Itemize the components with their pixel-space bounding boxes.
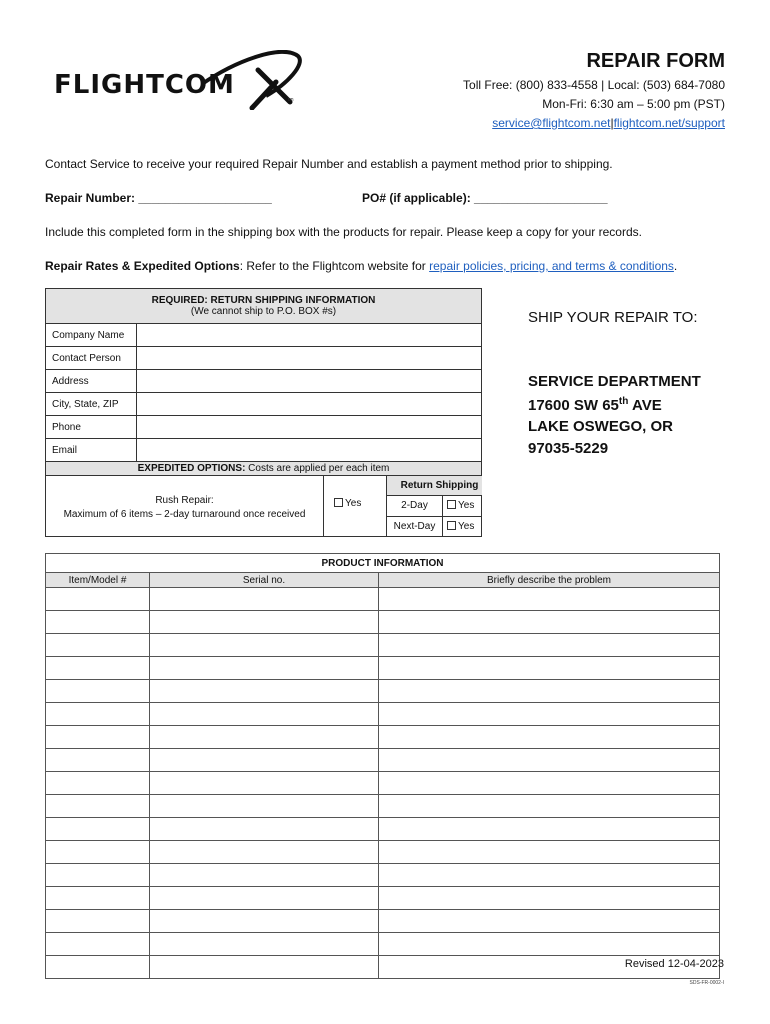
problem-description-input[interactable] (379, 795, 720, 818)
next-day-row (387, 517, 482, 537)
table-row (46, 772, 720, 795)
yes-label: Yes (458, 500, 475, 511)
street-sup: th (618, 396, 629, 407)
item-model-input[interactable] (46, 657, 150, 680)
table-row (46, 657, 720, 680)
problem-description-input[interactable] (379, 887, 720, 910)
problem-description-input[interactable] (379, 933, 720, 956)
problem-description-input[interactable] (379, 634, 720, 657)
rates-end: . (673, 259, 678, 273)
serial-no-input[interactable] (150, 910, 379, 933)
serial-no-input[interactable] (150, 634, 379, 657)
rates-text: : Refer to the Flightcom website for (239, 259, 430, 273)
serial-no-input[interactable] (150, 726, 379, 749)
phone-input[interactable] (137, 416, 482, 439)
item-model-input[interactable] (46, 864, 150, 887)
column-header: Item/Model # (46, 573, 150, 588)
repair-number-field[interactable]: Repair Number: ____________________ (45, 191, 272, 205)
table-row (46, 956, 720, 979)
table-row (46, 818, 720, 841)
table-row (46, 703, 720, 726)
field-label: Phone (46, 416, 137, 439)
expedited-options (45, 476, 482, 537)
checkbox-icon[interactable] (334, 498, 343, 507)
serial-no-input[interactable] (150, 818, 379, 841)
product-information-table (45, 553, 720, 979)
address-input[interactable] (137, 370, 482, 393)
problem-description-input[interactable] (379, 818, 720, 841)
item-model-input[interactable] (46, 588, 150, 611)
item-model-input[interactable] (46, 680, 150, 703)
field-label: Company Name (46, 324, 137, 347)
return-shipping-subtitle: (We cannot ship to P.O. BOX #s) (190, 306, 337, 317)
problem-description-input[interactable] (379, 864, 720, 887)
problem-description-input[interactable] (379, 611, 720, 634)
company-name-input[interactable] (137, 324, 482, 347)
flightcom-logo (52, 50, 307, 110)
item-model-input[interactable] (46, 726, 150, 749)
table-row (46, 588, 720, 611)
expedited-title: EXPEDITED OPTIONS: (137, 463, 246, 474)
logo-wordmark: FLIGHTCOM (54, 70, 235, 100)
product-table-title: PRODUCT INFORMATION (46, 554, 720, 573)
two-day-yes-option[interactable] (447, 496, 474, 516)
table-row (46, 749, 720, 772)
trademark: tm (288, 97, 294, 103)
problem-description-input[interactable] (379, 910, 720, 933)
form-code: SDS-FR-0002-I (689, 980, 724, 986)
contact-links (492, 116, 725, 130)
next-day-label: Next-Day (387, 517, 443, 537)
table-row (46, 864, 720, 887)
table-row (46, 726, 720, 749)
serial-no-input[interactable] (150, 933, 379, 956)
problem-description-input[interactable] (379, 680, 720, 703)
table-row (46, 611, 720, 634)
problem-description-input[interactable] (379, 588, 720, 611)
serial-no-input[interactable] (150, 841, 379, 864)
next-day-yes-option[interactable] (447, 517, 474, 537)
ship-to-zip: 97035-5229 (528, 440, 609, 457)
rush-repair-desc: Maximum of 6 items – 2-day turnaround once received (63, 509, 306, 520)
rates-line (45, 259, 677, 273)
repair-policies-link[interactable]: repair policies, pricing, and terms & conditions (429, 259, 674, 273)
phone-line: Toll Free: (800) 833-4558 | Local: (503) 684-7080 (463, 78, 725, 92)
serial-no-input[interactable] (150, 703, 379, 726)
city-state-zip-input[interactable] (137, 393, 482, 416)
rates-label: Repair Rates & Expedited Options (45, 259, 240, 273)
field-label: City, State, ZIP (46, 393, 137, 416)
email-link[interactable]: service@flightcom.net (492, 116, 611, 130)
yes-label: Yes (345, 498, 362, 509)
serial-no-input[interactable] (150, 611, 379, 634)
contact-instructions: Contact Service to receive your required Repair Number and establish a payment method prior to shipping. (45, 157, 613, 171)
return-shipping-options (386, 476, 482, 536)
item-model-input[interactable] (46, 795, 150, 818)
item-model-input[interactable] (46, 634, 150, 657)
rush-repair-cell (46, 476, 323, 536)
contact-person-input[interactable] (137, 347, 482, 370)
item-model-input[interactable] (46, 841, 150, 864)
ship-to-dept: SERVICE DEPARTMENT (528, 373, 701, 390)
column-header: Briefly describe the problem (379, 573, 720, 588)
yes-label: Yes (458, 521, 475, 532)
serial-no-input[interactable] (150, 772, 379, 795)
checkbox-icon[interactable] (447, 521, 456, 530)
email-input[interactable] (137, 439, 482, 462)
table-row (46, 887, 720, 910)
two-day-row (387, 496, 482, 517)
item-model-input[interactable] (46, 772, 150, 795)
ship-to-heading: SHIP YOUR REPAIR TO: (528, 309, 698, 326)
item-model-input[interactable] (46, 818, 150, 841)
serial-no-input[interactable] (150, 657, 379, 680)
street-post: AVE (628, 397, 662, 414)
item-model-input[interactable] (46, 887, 150, 910)
return-shipping-title: REQUIRED: RETURN SHIPPING INFORMATION (151, 295, 376, 306)
problem-description-input[interactable] (379, 703, 720, 726)
hours-line: Mon-Fri: 6:30 am – 5:00 pm (PST) (542, 97, 725, 111)
page-title: REPAIR FORM (586, 50, 725, 72)
table-row (46, 910, 720, 933)
return-shipping-table (45, 288, 482, 476)
item-model-input[interactable] (46, 956, 150, 979)
problem-description-input[interactable] (379, 772, 720, 795)
street-pre: 17600 SW 65 (528, 397, 619, 414)
return-shipping-label: Return Shipping (387, 476, 482, 496)
expedited-note: Costs are applied per each item (245, 463, 390, 474)
problem-description-input[interactable] (379, 749, 720, 772)
item-model-input[interactable] (46, 910, 150, 933)
column-header: Serial no. (150, 573, 379, 588)
serial-no-input[interactable] (150, 956, 379, 979)
ship-to-city: LAKE OSWEGO, OR (528, 418, 674, 435)
ship-to-street (528, 396, 662, 414)
serial-no-input[interactable] (150, 864, 379, 887)
table-row (46, 841, 720, 864)
rush-yes-option[interactable] (323, 476, 386, 536)
field-label: Address (46, 370, 137, 393)
table-row (46, 933, 720, 956)
revision-date: Revised 12-04-2023 (624, 958, 724, 970)
po-number-field[interactable]: PO# (if applicable): ____________________ (362, 191, 608, 205)
rush-repair-label: Rush Repair: (155, 495, 214, 506)
table-row (46, 634, 720, 657)
item-model-input[interactable] (46, 611, 150, 634)
item-model-input[interactable] (46, 749, 150, 772)
table-row (46, 795, 720, 818)
item-model-input[interactable] (46, 933, 150, 956)
table-row (46, 680, 720, 703)
expedited-header (46, 462, 482, 476)
two-day-label: 2-Day (387, 496, 443, 516)
serial-no-input[interactable] (150, 795, 379, 818)
field-label: Contact Person (46, 347, 137, 370)
problem-description-input[interactable] (379, 657, 720, 680)
include-instructions: Include this completed form in the shipping box with the products for repair. Please keep a copy for your records. (45, 225, 642, 239)
serial-no-input[interactable] (150, 749, 379, 772)
checkbox-icon[interactable] (447, 500, 456, 509)
problem-description-input[interactable] (379, 841, 720, 864)
item-model-input[interactable] (46, 703, 150, 726)
serial-no-input[interactable] (150, 588, 379, 611)
link-separator: | (610, 116, 614, 130)
serial-no-input[interactable] (150, 680, 379, 703)
problem-description-input[interactable] (379, 726, 720, 749)
serial-no-input[interactable] (150, 887, 379, 910)
support-link[interactable]: flightcom.net/support (613, 116, 725, 130)
field-label: Email (46, 439, 137, 462)
return-shipping-header (46, 289, 482, 324)
